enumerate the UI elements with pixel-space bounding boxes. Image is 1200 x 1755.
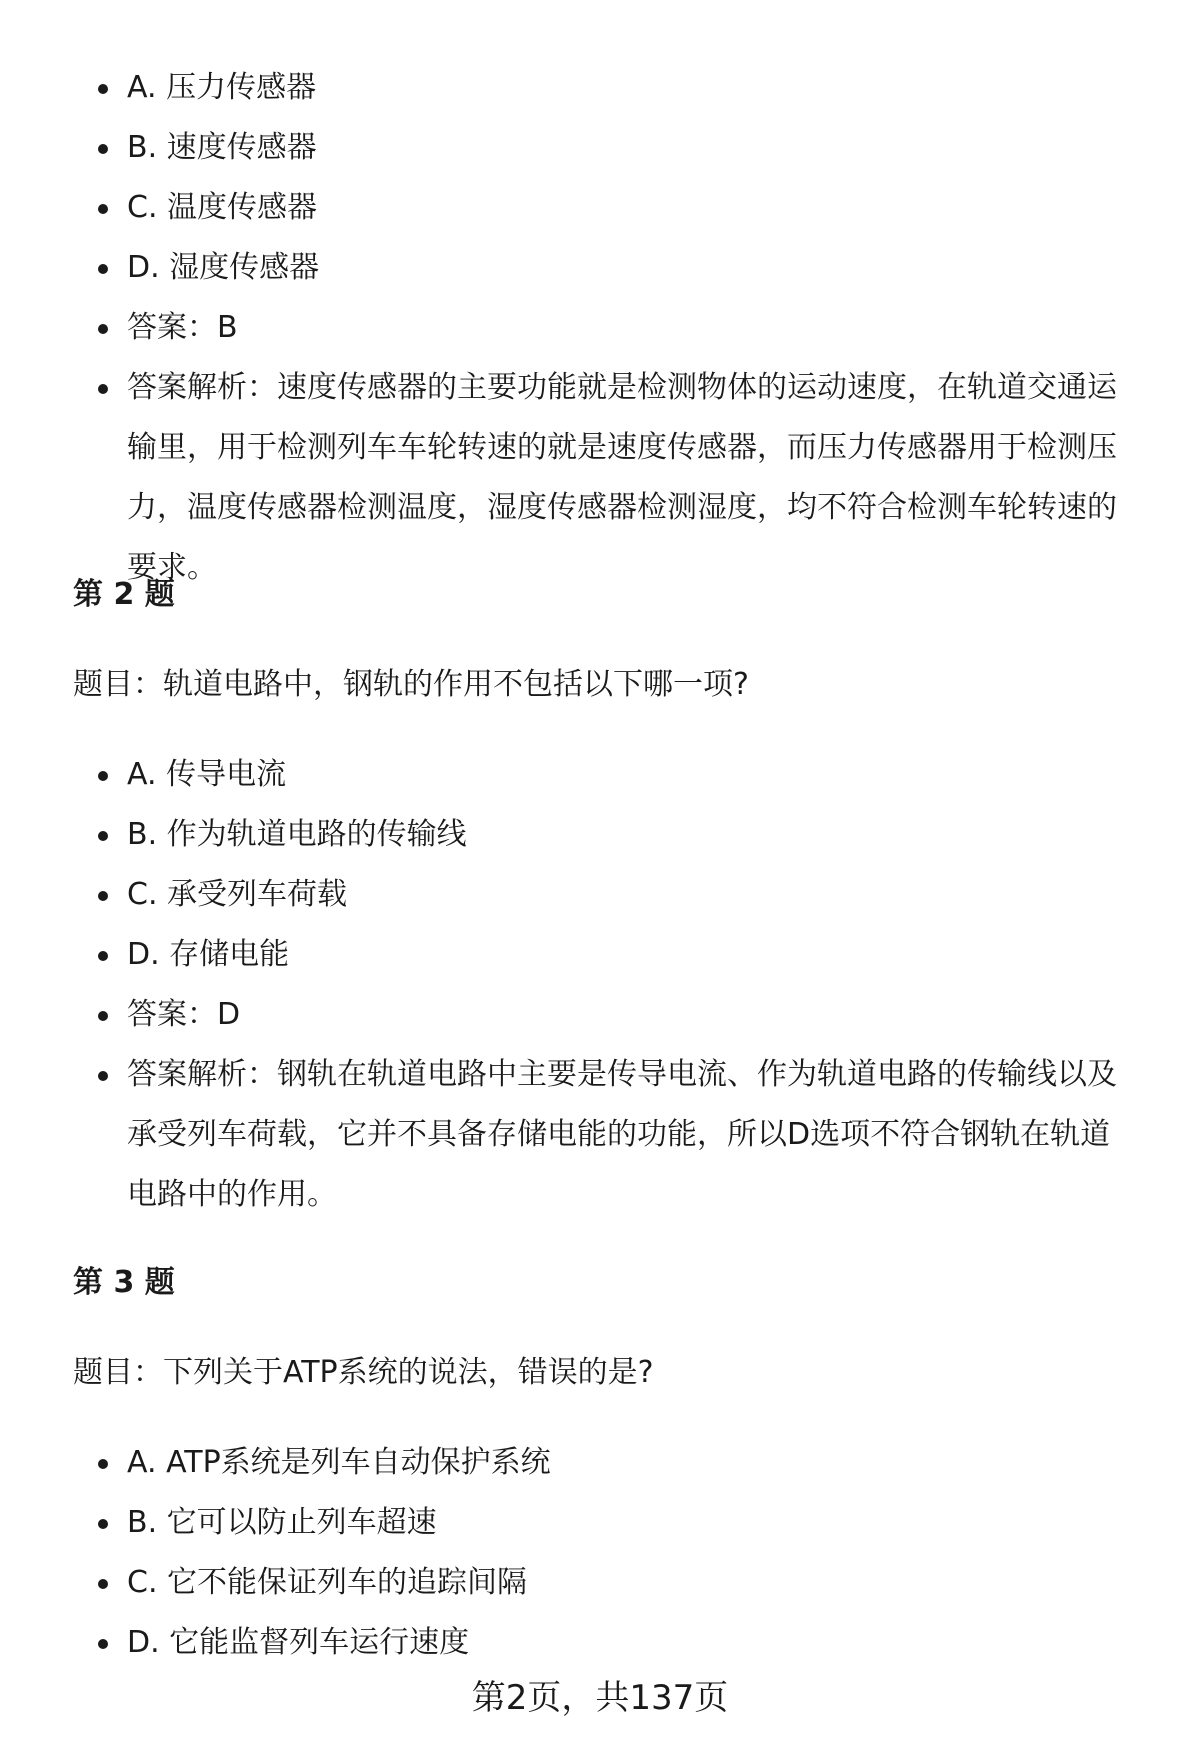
bullet-icon: [98, 1459, 108, 1469]
bullet-icon: [98, 1639, 108, 1649]
q3-option-b: B. 它可以防止列车超速: [0, 1493, 1200, 1553]
q1-option-list: [0, 58, 1200, 598]
q3-option-c: C. 它不能保证列车的追踪间隔: [0, 1553, 1200, 1613]
bullet-icon: [98, 1011, 108, 1021]
bullet-icon: [98, 1519, 108, 1529]
bullet-icon: [98, 144, 108, 154]
bullet-icon: [98, 951, 108, 961]
q3-heading: 第 3 题: [73, 1265, 175, 1300]
q3-stem: 题目：下列关于ATP系统的说法，错误的是?: [73, 1355, 654, 1390]
q2-option-b: B. 作为轨道电路的传输线: [0, 805, 1200, 865]
q2-heading: 第 2 题: [73, 577, 175, 612]
q2-stem: 题目：轨道电路中，钢轨的作用不包括以下哪一项?: [73, 667, 749, 702]
q1-analysis: 答案解析：速度传感器的主要功能就是检测物体的运动速度，在轨道交通运输里，用于检测列车车轮转速的就是速度传感器，而压力传感器用于检测压力，温度传感器检测温度，湿度传感器检测湿度，均不符合检测车轮转速的要求。: [0, 358, 1200, 598]
q2-option-list: [0, 745, 1200, 1225]
q1-option-a: A. 压力传感器: [0, 58, 1200, 118]
bullet-icon: [98, 384, 108, 394]
q1-option-b: B. 速度传感器: [0, 118, 1200, 178]
q2-answer: 答案：D: [0, 985, 1200, 1045]
bullet-icon: [98, 891, 108, 901]
q1-answer: 答案：B: [0, 298, 1200, 358]
q3-option-list: [0, 1433, 1200, 1673]
q2-option-d: D. 存储电能: [0, 925, 1200, 985]
page-number-footer: 第2页，共137页: [471, 1678, 729, 1718]
q3-option-d: D. 它能监督列车运行速度: [0, 1613, 1200, 1673]
bullet-icon: [98, 771, 108, 781]
bullet-icon: [98, 324, 108, 334]
q2-option-c: C. 承受列车荷载: [0, 865, 1200, 925]
bullet-icon: [98, 1071, 108, 1081]
bullet-icon: [98, 1579, 108, 1589]
q2-option-a: A. 传导电流: [0, 745, 1200, 805]
q1-option-d: D. 湿度传感器: [0, 238, 1200, 298]
q3-option-a: A. ATP系统是列车自动保护系统: [0, 1433, 1200, 1493]
bullet-icon: [98, 84, 108, 94]
q1-option-c: C. 温度传感器: [0, 178, 1200, 238]
bullet-icon: [98, 831, 108, 841]
q2-analysis: 答案解析：钢轨在轨道电路中主要是传导电流、作为轨道电路的传输线以及承受列车荷载，它并不具备存储电能的功能，所以D选项不符合钢轨在轨道电路中的作用。: [0, 1045, 1200, 1225]
bullet-icon: [98, 204, 108, 214]
bullet-icon: [98, 264, 108, 274]
